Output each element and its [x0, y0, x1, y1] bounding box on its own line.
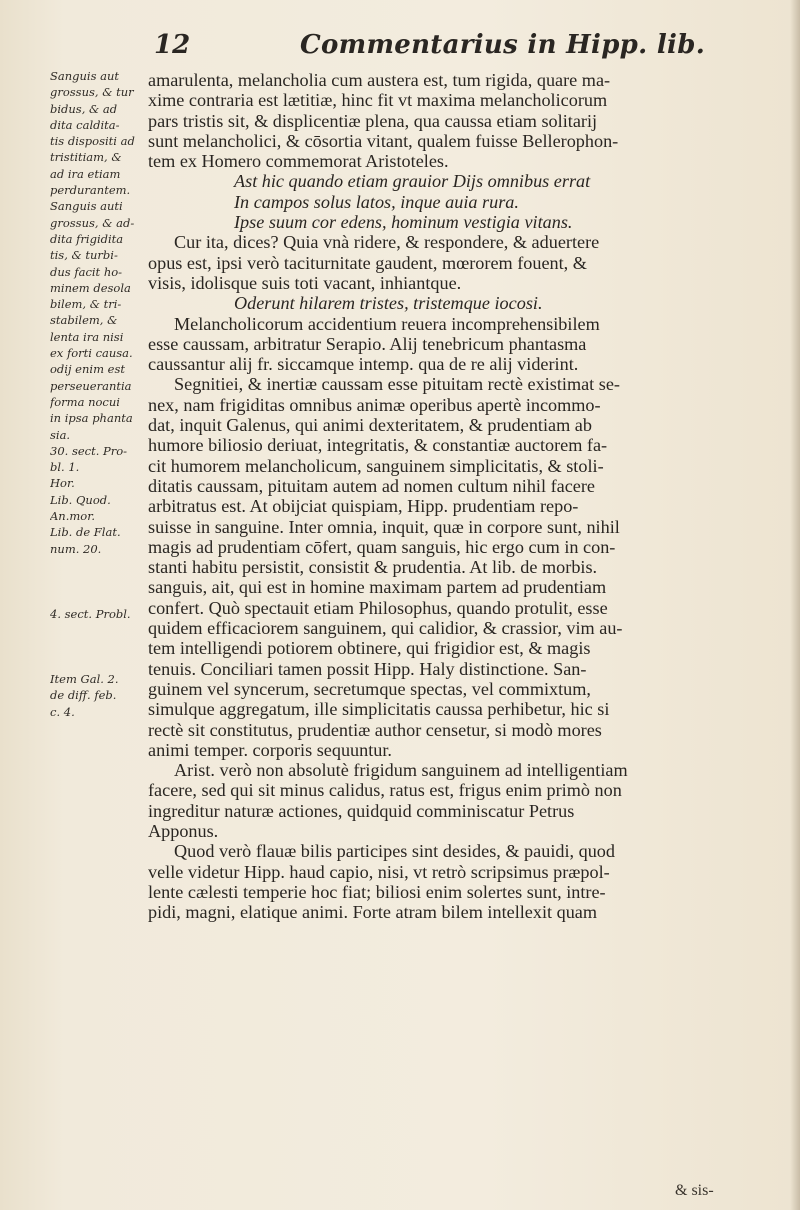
margin-note-line	[50, 622, 148, 638]
margin-note-line: odij enim est	[50, 362, 125, 377]
page-header	[0, 28, 800, 64]
margin-note-line: tis, & turbi-	[50, 248, 118, 263]
text-line: facere, sed qui sit minus calidus, ratus est, frigus enim primò non	[148, 780, 622, 801]
margin-note-line: Sanguis aut	[50, 69, 120, 83]
text-line: simulque aggregatum, ille simplicitatis caussa perhibetur, hic si	[148, 699, 610, 720]
margin-note-line: in ipsa phanta	[50, 411, 133, 426]
text-line: xime contraria est lætitiæ, hinc fit vt maxima melancholicorum	[148, 90, 608, 111]
margin-note-line: sia.	[50, 427, 71, 442]
text-line: esse caussam, arbitratur Serapio. Alij tenebricum phantasma	[148, 333, 587, 354]
text-line: sanguis, ait, qui est in homine maximam partem ad prudentiam	[148, 577, 607, 598]
text-line: confert. Quò spectauit etiam Philosophus, quando protulit, esse	[148, 597, 608, 618]
verse-line: Ipse suum cor edens, hominum vestigia vitans.	[234, 212, 573, 233]
margin-note-line: minem desola	[50, 280, 131, 295]
text-line: stanti habitu persistit, consistit & prudentia. At lib. de morbis.	[148, 557, 598, 578]
text-line: guinem vel syncerum, secretumque spectas, vel commixtum,	[148, 678, 591, 699]
text-line: amarulenta, melancholia cum austera est, tum rigida, quare ma-	[148, 70, 611, 90]
margin-note-line: perseuerantia	[50, 378, 132, 393]
margin-notes	[50, 68, 148, 720]
margin-note-line: tristitiam, &	[50, 150, 122, 165]
text-line: visis, idolisque suis toti vacant, inhiantque.	[148, 272, 462, 293]
text-line: pidi, magni, elatique animi. Forte atram bilem intellexit quam	[148, 902, 598, 923]
verse-line: Oderunt hilarem tristes, tristemque iocosi.	[234, 293, 543, 314]
text-line: Arist. verò non absolutè frigidum sanguinem ad intelligentiam	[174, 760, 628, 781]
margin-note-line: num. 20.	[50, 541, 102, 556]
catchword: & sis-	[675, 1182, 714, 1199]
running-title: Commentarius in Hipp. lib.	[300, 30, 706, 60]
text-line: tenuis. Conciliari tamen possit Hipp. Haly distinctione. San-	[148, 658, 587, 679]
margin-note-line	[50, 590, 148, 606]
margin-note-line: perdurantem.	[50, 183, 131, 198]
margin-note-line: ex forti causa.	[50, 346, 133, 361]
margin-note-line: grossus, & ad-	[50, 215, 135, 230]
text-line: pars tristis sit, & displicentiæ plena, qua caussa etiam solitarij	[148, 110, 598, 131]
margin-note-line	[50, 573, 148, 589]
margin-note-line: de diff. feb.	[50, 688, 117, 703]
text-line: animi temper. corporis sequuntur.	[148, 739, 392, 760]
margin-note-line: Sanguis auti	[50, 199, 123, 214]
text-line: Melancholicorum accidentium reuera incomprehensibilem	[174, 313, 600, 334]
margin-note-line: dita frigidita	[50, 231, 124, 246]
text-line: caussantur alij fr. siccamque intemp. qua de re alij viderint.	[148, 354, 579, 375]
text-line: arbitratus est. At obijciat quispiam, Hipp. prudentiam repo-	[148, 496, 579, 517]
text-line: opus est, ipsi verò taciturnitate gaudent, mœrorem fouent, &	[148, 252, 587, 273]
text-line: nex, nam frigiditas omnibus animæ operibus apertè incommo-	[148, 394, 601, 415]
margin-note-line: dita caldita-	[50, 117, 120, 132]
text-line: magis ad prudentiam cōfert, quam sanguis, hic ergo cum in con-	[148, 536, 616, 557]
body-text	[148, 70, 758, 922]
margin-note-line: tis dispositi ad	[50, 134, 135, 149]
margin-note-line: 30. sect. Pro-	[50, 443, 128, 458]
text-line: Cur ita, dices? Quia vnà ridere, & respondere, & aduertere	[174, 232, 600, 253]
text-line: dat, inquit Galenus, qui animi dexteritatem, & prudentiam ab	[148, 415, 592, 436]
text-line: Apponus.	[148, 820, 219, 841]
margin-note-line: Hor.	[50, 476, 75, 491]
page-number: 12	[154, 30, 191, 60]
text-line: cit humorem melancholicum, sanguinem simplicitatis, & stoli-	[148, 455, 604, 476]
margin-note-line	[50, 638, 148, 654]
margin-note-line: bl. 1.	[50, 460, 80, 475]
margin-note-line: forma nocui	[50, 394, 120, 409]
margin-note-line: dus facit ho-	[50, 264, 123, 279]
margin-note-line: c. 4.	[50, 704, 75, 719]
margin-note-line: stabilem, &	[50, 313, 118, 328]
margin-note-line: bilem, & tri-	[50, 297, 122, 312]
margin-note-line	[50, 557, 148, 573]
text-line: quidem efficaciorem sanguinem, qui calidior, & crassior, vim au-	[148, 618, 623, 639]
margin-note-line: Item Gal. 2.	[50, 671, 119, 686]
verse-line: In campos solus latos, inque auia rura.	[234, 191, 519, 212]
margin-note-line: An.mor.	[50, 509, 96, 524]
text-line: tem intelligendi potiorem obtinere, qui frigidior est, & magis	[148, 638, 591, 659]
text-line: ditatis caussam, pituitam autem ad nomen cultum nihil facere	[148, 475, 595, 496]
margin-note-line: Lib. de Flat.	[50, 525, 121, 540]
text-line: suisse in sanguine. Inter omnia, inquit, quæ in corpore sunt, nihil	[148, 516, 620, 537]
margin-note-line: grossus, & tur	[50, 85, 134, 100]
margin-note-line: lenta ira nisi	[50, 329, 124, 344]
text-line: sunt melancholici, & cōsortia vitant, qualem fuisse Bellerophon-	[148, 130, 619, 151]
text-line: Segnitiei, & inertiæ caussam esse pituitam rectè existimat se-	[174, 374, 620, 395]
text-line: velle videtur Hipp. haud capio, nisi, vt retrò scripsimus præpol-	[148, 861, 610, 882]
margin-note-line: Lib. Quod.	[50, 492, 111, 507]
text-line: tem ex Homero commemorat Aristoteles.	[148, 151, 449, 172]
margin-note-line: ad ira etiam	[50, 166, 121, 181]
text-line: rectè sit constitutus, prudentiæ author censetur, si modò mores	[148, 719, 602, 740]
verse-line: Ast hic quando etiam grauior Dijs omnibus errat	[234, 171, 591, 192]
margin-note-line: bidus, & ad	[50, 101, 118, 116]
text-line: ingreditur naturæ actiones, quidquid comminiscatur Petrus	[148, 800, 575, 821]
text-line: lente cælesti temperie hoc fiat; biliosi enim solertes sunt, intre-	[148, 881, 606, 902]
text-line: Quod verò flauæ bilis participes sint desides, & pauidi, quod	[174, 841, 615, 862]
text-line: humore biliosio deriuat, integritatis, & constantiæ auctorem fa-	[148, 435, 608, 456]
margin-note-line	[50, 655, 148, 671]
margin-note-line: 4. sect. Probl.	[50, 606, 131, 621]
